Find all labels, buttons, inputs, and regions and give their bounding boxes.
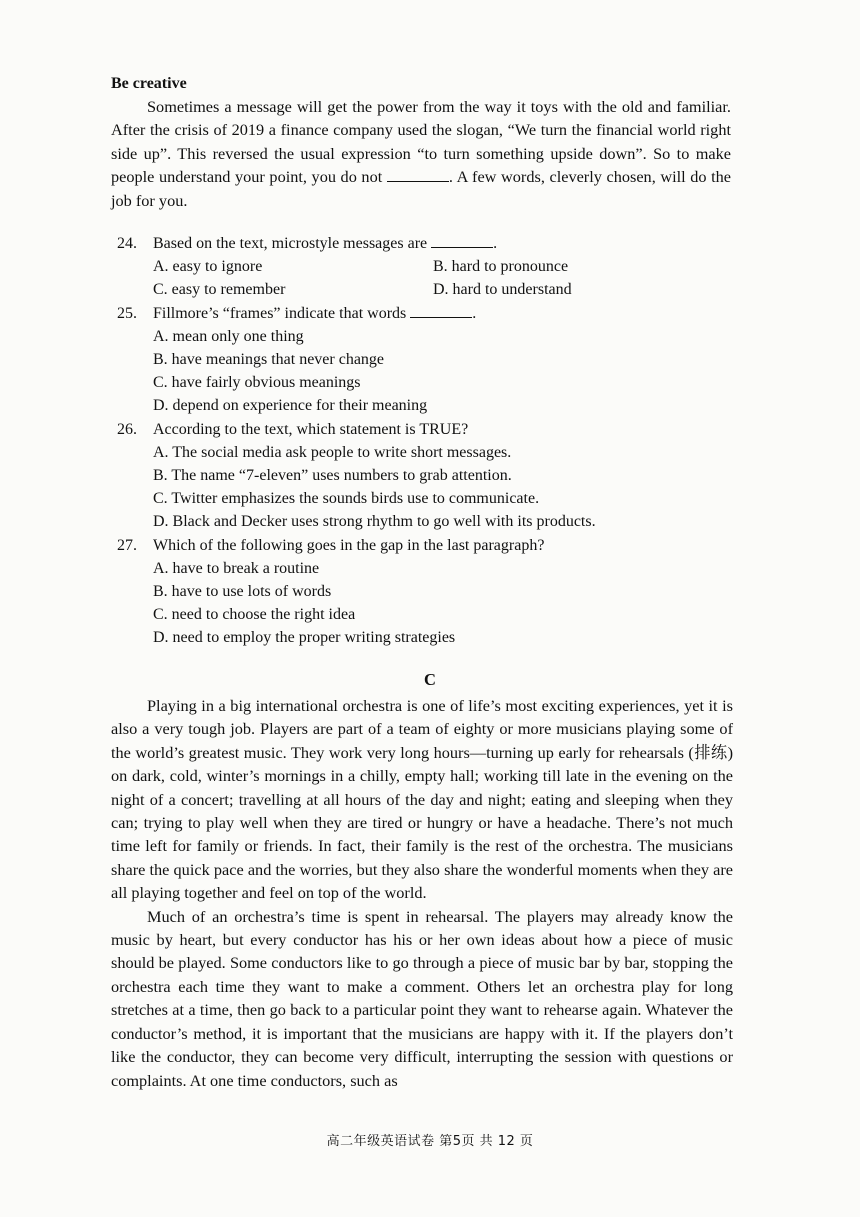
paragraph-text-end: . A few words, cleverly chosen, will do the job for you. [111,167,732,210]
options-24 [117,255,737,301]
option-b[interactable]: B. have meanings that never change [153,351,385,369]
question-24 [117,232,737,255]
option-a[interactable]: A. easy to ignore [153,258,263,276]
option-d[interactable]: D. depend on experience for their meaning [153,397,428,415]
option-c[interactable]: C. have fairly obvious meanings [153,374,361,392]
answer-blank [431,233,493,248]
question-stem: According to the text, which statement is TRUE? [153,420,469,438]
options-25 [117,325,737,418]
option-c[interactable]: C. Twitter emphasizes the sounds birds use to communicate. [153,490,540,508]
question-number: 26. [117,420,137,438]
stem-text: Fillmore’s “frames” indicate that words [153,304,411,322]
question-stem [153,232,497,255]
option-d[interactable]: D. Black and Decker uses strong rhythm to go well with its products. [153,513,596,531]
question-27 [117,534,737,557]
stem-end: . [472,304,477,322]
option-a[interactable]: A. have to break a routine [153,559,320,577]
stem-text: Based on the text, microstyle messages are [153,235,432,252]
question-stem [153,302,476,325]
option-d[interactable]: D. hard to understand [433,281,572,299]
passage-paragraph-2: Much of an orchestra’s time is spent in rehearsal. The players may already know the music by heart, but every conductor has his or her own ideas about how a piece of music should be played. Some conductors like to go through a piece of music bar by bar, stopping the orchestra each time they want to make a comment. Others let an orchestra play for long stretches at a time, then go back to a particular point they want to rehearse again. Whatever the conductor’s method, it is important that the musicians are happy with it. If the players don’t like the conductor, they can become very difficult, interrupting the session with questions or complaints. At one time conductors, such as [111,906,733,1090]
option-b[interactable]: B. The name “7-eleven” uses numbers to grab attention. [153,467,512,485]
option-a[interactable]: A. mean only one thing [153,327,304,345]
option-c[interactable]: C. need to choose the right idea [153,606,356,624]
option-b[interactable]: B. hard to pronounce [433,258,569,276]
section-heading: Be creative [111,75,187,92]
option-d[interactable]: D. need to employ the proper writing strategies [153,629,456,647]
stem-end: . [493,235,498,252]
question-number: 27. [117,536,137,554]
question-number: 24. [117,235,137,252]
options-26 [117,441,737,534]
page-footer: 高二年级英语试卷 第5页 共 12 页 [326,1134,534,1149]
option-b[interactable]: B. have to use lots of words [153,583,332,601]
options-27 [117,557,737,650]
questions-list [117,232,737,650]
option-a[interactable]: A. The social media ask people to write short messages. [153,443,512,461]
question-number: 25. [117,304,137,322]
passage-paragraph-1: Playing in a big international orchestra is one of life’s most exciting experiences, yet it is also a very tough job. Players are part of a team of eighty or more musicians playing some of the world’s greatest music. They work very long hours—turning up early for rehearsals (排练) on dark, cold, winter’s mornings in a chilly, empty hall; working till late in the evening on the night of a concert; travelling at all hours of the day and night; eating and sleeping when they can; trying to play well when they are tired or hungry or have a headache. There’s not much time left for family or friends. In fact, their family is the rest of the orchestra. The musicians share the quick pace and the worries, but they also share the wonderful moments when they are all playing together and feel on top of the world. [111,696,733,903]
be-creative-section [111,72,731,212]
question-25 [117,302,737,325]
section-c-passage [111,694,733,1092]
question-26 [117,418,737,441]
question-stem: Which of the following goes in the gap in the last paragraph? [153,536,545,554]
option-c[interactable]: C. easy to remember [153,281,286,299]
answer-blank [387,167,449,182]
section-c-title: C [424,670,436,689]
answer-blank [410,303,472,318]
paragraph-text: Sometimes a message will get the power from the way it toys with the old and familiar. After the crisis of 2019 a finance company used the slogan, “We turn the financial world right side up”. This reversed the usual expression “to turn something upside down”. So to make people understand your point, you do not [111,97,731,187]
be-creative-paragraph [111,95,731,212]
